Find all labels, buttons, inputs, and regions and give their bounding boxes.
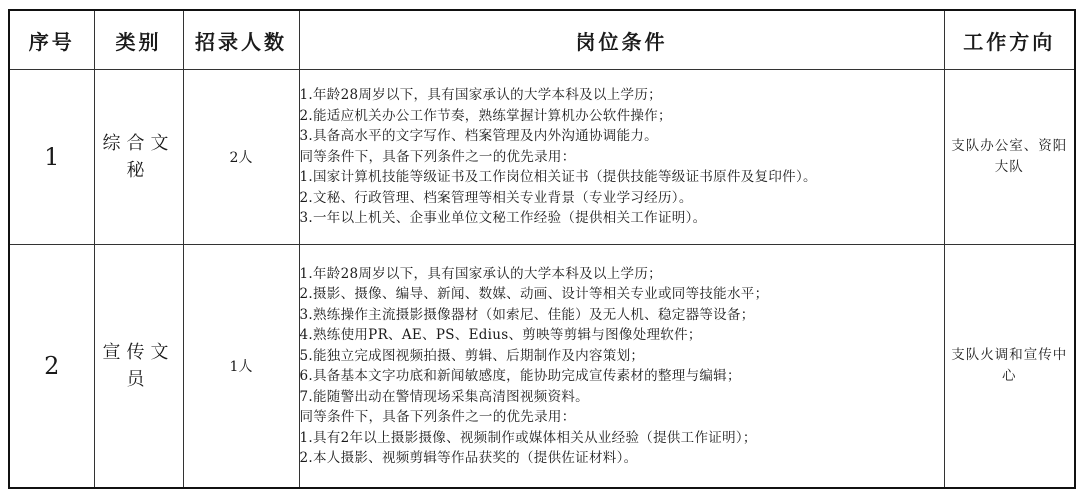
header-seq: 序号 [9, 10, 94, 70]
condition-line: 7.能随警出动在警情现场采集高清图视频资料。 [299, 388, 589, 405]
condition-line: 5.能独立完成图视频拍摄、剪辑、后期制作及内容策划； [299, 347, 645, 364]
header-direction: 工作方向 [944, 10, 1075, 70]
row-conditions [299, 245, 944, 489]
condition-line: 2.文秘、行政管理、档案管理等相关专业背景（专业学习经历）。 [299, 189, 693, 206]
row-conditions [299, 70, 944, 245]
condition-line: 3.熟练操作主流摄影摄像器材（如索尼、佳能）及无人机、稳定器等设备； [299, 306, 755, 323]
row-seq: 1 [9, 70, 94, 245]
condition-line: 1.年龄28周岁以下，具有国家承认的大学本科及以上学历； [299, 87, 662, 104]
row-category: 宣传文员 [94, 245, 183, 489]
row-direction: 支队办公室、资阳大队 [944, 70, 1075, 245]
condition-line: 同等条件下，具备下列条件之一的优先录用： [299, 148, 576, 165]
condition-line: 6.具备基本文字功底和新闻敏感度，能协助完成宣传素材的整理与编辑； [299, 368, 741, 384]
condition-line: 同等条件下，具备下列条件之一的优先录用： [299, 409, 576, 425]
row-count: 2人 [183, 70, 299, 245]
condition-line: 2.能适应机关办公工作节奏，熟练掌握计算机办公软件操作； [299, 107, 672, 124]
table-row [9, 70, 1075, 245]
header-count: 招录人数 [183, 10, 299, 70]
condition-line: 2.摄影、摄像、编导、新闻、数媒、动画、设计等相关专业或同等技能水平； [299, 286, 769, 302]
row-seq: 2 [9, 245, 94, 489]
row-count: 1人 [183, 245, 299, 489]
header-conditions: 岗位条件 [299, 10, 944, 70]
table-row [9, 245, 1075, 489]
row-direction: 支队火调和宣传中心 [944, 245, 1075, 489]
condition-line: 4.熟练使用PR、AE、PS、Edius、剪映等剪辑与图像处理软件； [299, 327, 702, 343]
recruitment-table [8, 9, 1076, 489]
condition-line: 3.一年以上机关、企事业单位文秘工作经验（提供相关工作证明）。 [299, 210, 707, 227]
header-row [9, 10, 1075, 70]
condition-line: 1.国家计算机技能等级证书及工作岗位相关证书（提供技能等级证书原件及复印件）。 [299, 169, 817, 186]
condition-line: 2.本人摄影、视频剪辑等作品获奖的（提供佐证材料）。 [299, 450, 638, 466]
row-category: 综合文秘 [94, 70, 183, 245]
condition-line: 1.具有2年以上摄影摄像、视频制作或媒体相关从业经验（提供工作证明）； [299, 429, 757, 446]
header-category: 类别 [94, 10, 183, 70]
condition-line: 1.年龄28周岁以下，具有国家承认的大学本科及以上学历； [299, 265, 662, 282]
condition-line: 3.具备高水平的文字写作、档案管理及内外沟通协调能力。 [299, 128, 658, 145]
